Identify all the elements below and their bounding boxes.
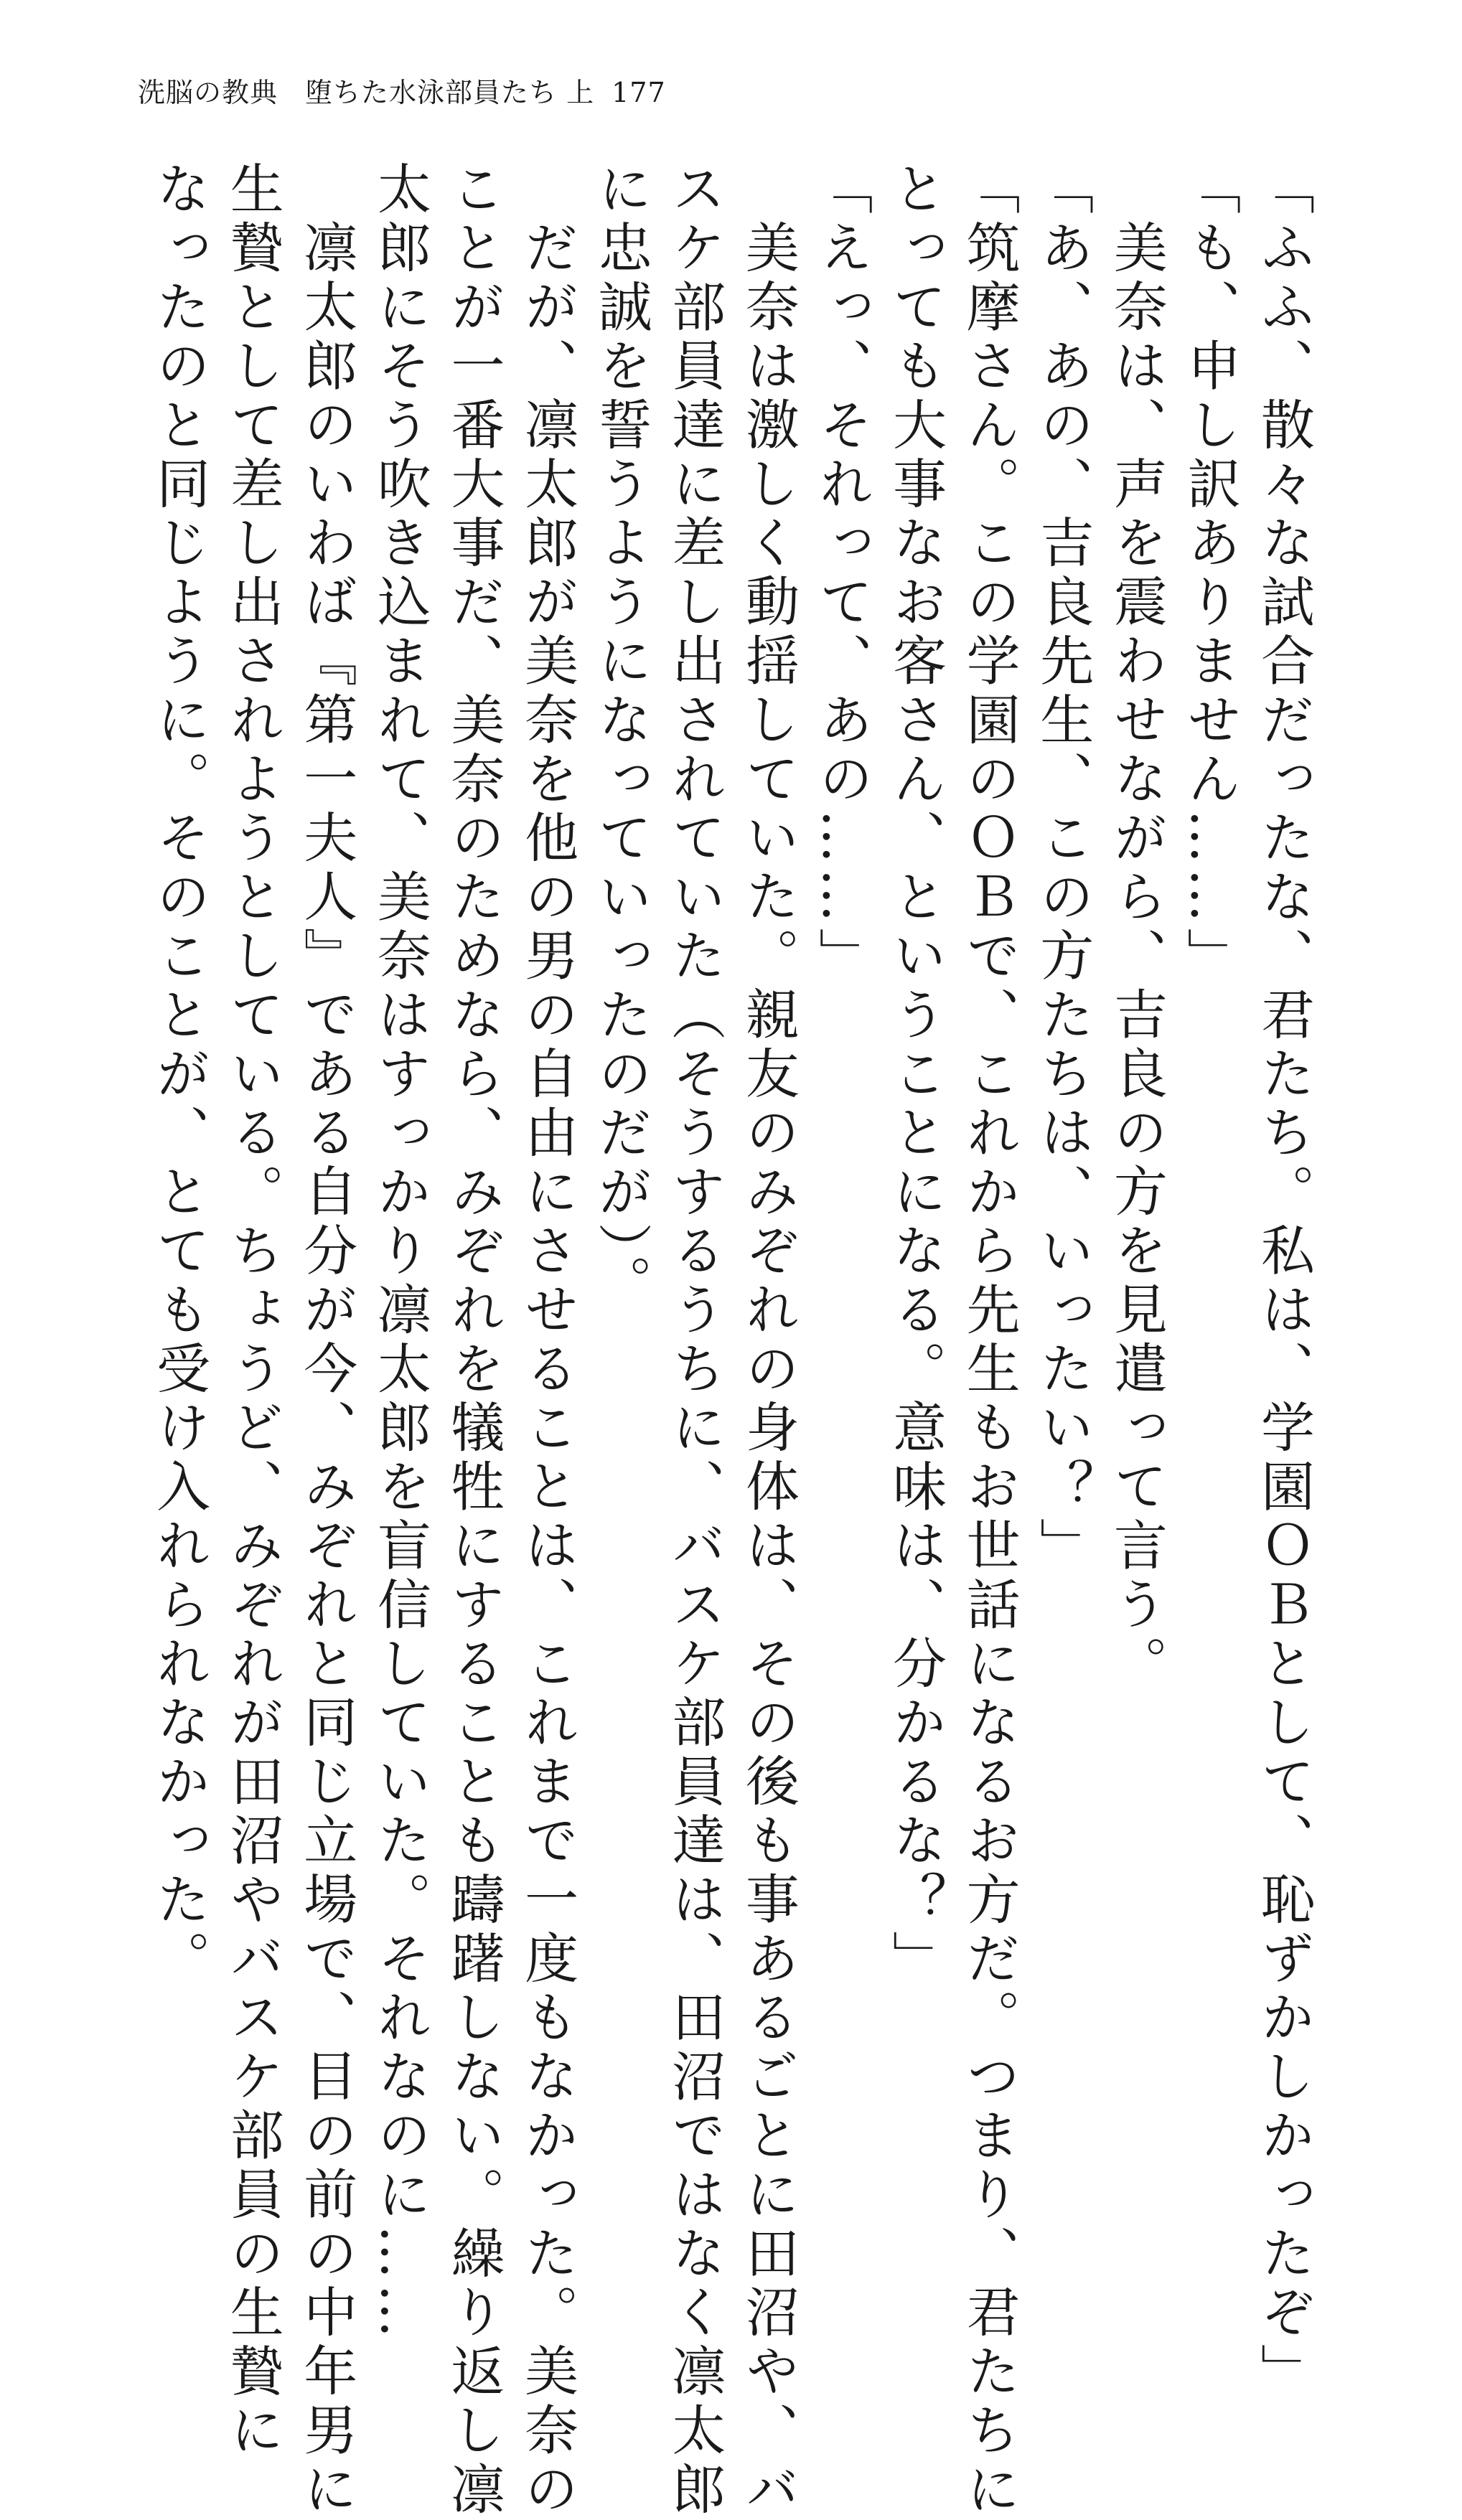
text-line: 「えっ、それって、あの……」 — [810, 161, 874, 987]
body-text — [142, 161, 1321, 2520]
text-line: 「も、申し訳ありません……」 — [1178, 161, 1242, 987]
text-line: ことが一番大事だ、美奈のためなら、みぞれを犠牲にすることも躊躇しない。繰り返し凛 — [442, 161, 506, 2520]
book-title: 洗脳の教典 — [138, 77, 278, 108]
text-line: 太郎にそう吹き込まれて、美奈はすっかり凛太郎を盲信していた。それなのに…… — [368, 161, 432, 2343]
text-line: 凛太郎のいわば『第一夫人』である自分が今、みぞれと同じ立場で、目の前の中年男に — [295, 220, 359, 2520]
text-line: 「ふふ、散々な試合だったな、君たち。私は、学園ＯＢとして、恥ずかしかったぞ」 — [1252, 161, 1316, 2402]
text-line: だが、凛太郎が美奈を他の男の自由にさせることは、これまで一度もなかった。美奈の — [516, 220, 580, 2520]
text-line: とっても大事なお客さん、ということになる。意味は、分かるな？」 — [884, 161, 948, 1990]
text-line: 美奈は、声を震わせながら、吉良の方を見遣って言う。 — [1105, 220, 1168, 1694]
text-line: 「筑摩さん。この学園のＯＢで、これから先生もお世話になるお方だ。つまり、君たちに — [957, 161, 1021, 2520]
running-header — [138, 79, 666, 106]
page-number: 177 — [611, 77, 666, 108]
text-line: に忠誠を誓うようになっていったのだが）。 — [589, 161, 653, 1314]
text-line: 生贄として差し出されようとしている。ちょうど、みぞれが田沼やバスケ部員の生贄に — [221, 161, 285, 2461]
text-line: なったのと同じように。そのことが、とても受け入れられなかった。 — [148, 161, 212, 1990]
text-line: 「あ、あの、吉良先生、この方たちは、いったい？」 — [1031, 161, 1095, 1576]
book-subtitle: 堕ちた水泳部員たち 上 — [305, 77, 595, 108]
text-line: スケ部員達に差し出されていた（そうするうちに、バスケ部員達は、田沼ではなく凛太郎 — [663, 161, 727, 2520]
text-line: 美奈は激しく動揺していた。親友のみぞれの身体は、その後も事あるごとに田沼や、バ — [736, 220, 800, 2520]
